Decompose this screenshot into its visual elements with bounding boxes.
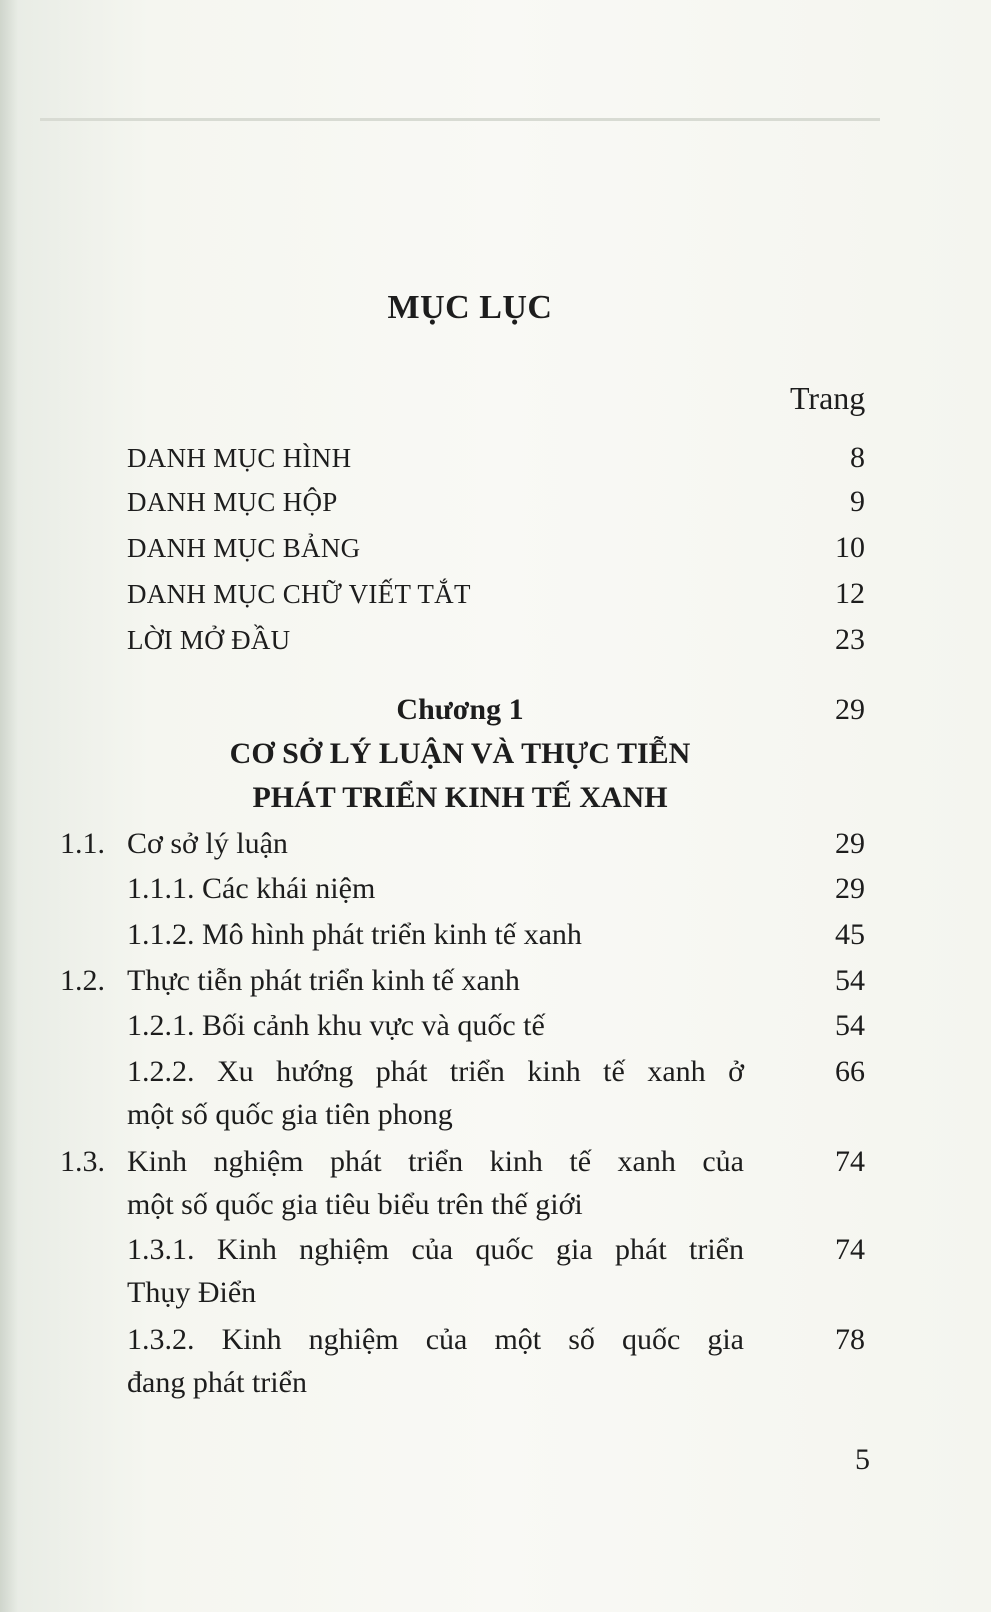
header-rule xyxy=(40,118,880,121)
chapter-title-line2: PHÁT TRIỂN KINH TẾ XANH xyxy=(252,781,668,814)
entry-page: 66 xyxy=(835,1055,865,1088)
chapter-label: Chương 1 xyxy=(396,693,524,726)
page-number: 5 xyxy=(855,1443,870,1476)
entry-label: 1.1.2. Mô hình phát triển kinh tế xanh xyxy=(127,918,582,951)
entry-page: 10 xyxy=(835,531,865,564)
entry-label: DANH MỤC HÌNH xyxy=(127,443,352,473)
entry-page: 78 xyxy=(835,1323,865,1356)
entry-page: 45 xyxy=(835,918,865,951)
entry-label: 1.3.2. Kinh nghiệm của một số quốc gia xyxy=(127,1323,744,1356)
entry-number: 1.2. xyxy=(60,964,105,997)
entry-page: 74 xyxy=(835,1145,865,1178)
entry-page: 29 xyxy=(835,872,865,905)
entry-page: 74 xyxy=(835,1233,865,1266)
entry-label: DANH MỤC CHỮ VIẾT TẮT xyxy=(127,579,471,609)
entry-label: Cơ sở lý luận xyxy=(127,827,288,860)
entry-page: 54 xyxy=(835,964,865,997)
entry-number: 1.1. xyxy=(60,827,105,860)
entry-page: 54 xyxy=(835,1009,865,1042)
toc-title: MỤC LỤC xyxy=(387,289,553,326)
entry-number: 1.3. xyxy=(60,1145,105,1178)
entry-label: DANH MỤC BẢNG xyxy=(127,533,361,563)
entry-page: 12 xyxy=(835,577,865,610)
chapter-title-line1: CƠ SỞ LÝ LUẬN VÀ THỰC TIỄN xyxy=(229,737,691,770)
entry-label: DANH MỤC HỘP xyxy=(127,487,338,517)
entry-label: đang phát triển xyxy=(127,1366,307,1399)
entry-label: 1.2.2. Xu hướng phát triển kinh tế xanh ở xyxy=(127,1055,744,1088)
entry-page: 9 xyxy=(850,485,865,518)
page-column-label: Trang xyxy=(790,380,866,416)
entry-label: một số quốc gia tiêu biểu trên thế giới xyxy=(127,1188,583,1221)
entry-label: Thực tiễn phát triển kinh tế xanh xyxy=(127,964,520,997)
entry-label: Thụy Điển xyxy=(127,1276,257,1309)
entry-label: một số quốc gia tiên phong xyxy=(127,1098,453,1131)
entry-page: 8 xyxy=(850,441,865,474)
entry-label: 1.2.1. Bối cảnh khu vực và quốc tế xyxy=(127,1009,545,1042)
entry-page: 29 xyxy=(835,827,865,860)
chapter-page: 29 xyxy=(835,693,865,726)
entry-label: 1.3.1. Kinh nghiệm của quốc gia phát triển xyxy=(127,1233,744,1266)
entry-label: Kinh nghiệm phát triển kinh tế xanh của xyxy=(127,1145,744,1178)
entry-label: 1.1.1. Các khái niệm xyxy=(127,872,376,905)
entry-label: LỜI MỞ ĐẦU xyxy=(127,625,291,655)
entry-page: 23 xyxy=(835,623,865,656)
